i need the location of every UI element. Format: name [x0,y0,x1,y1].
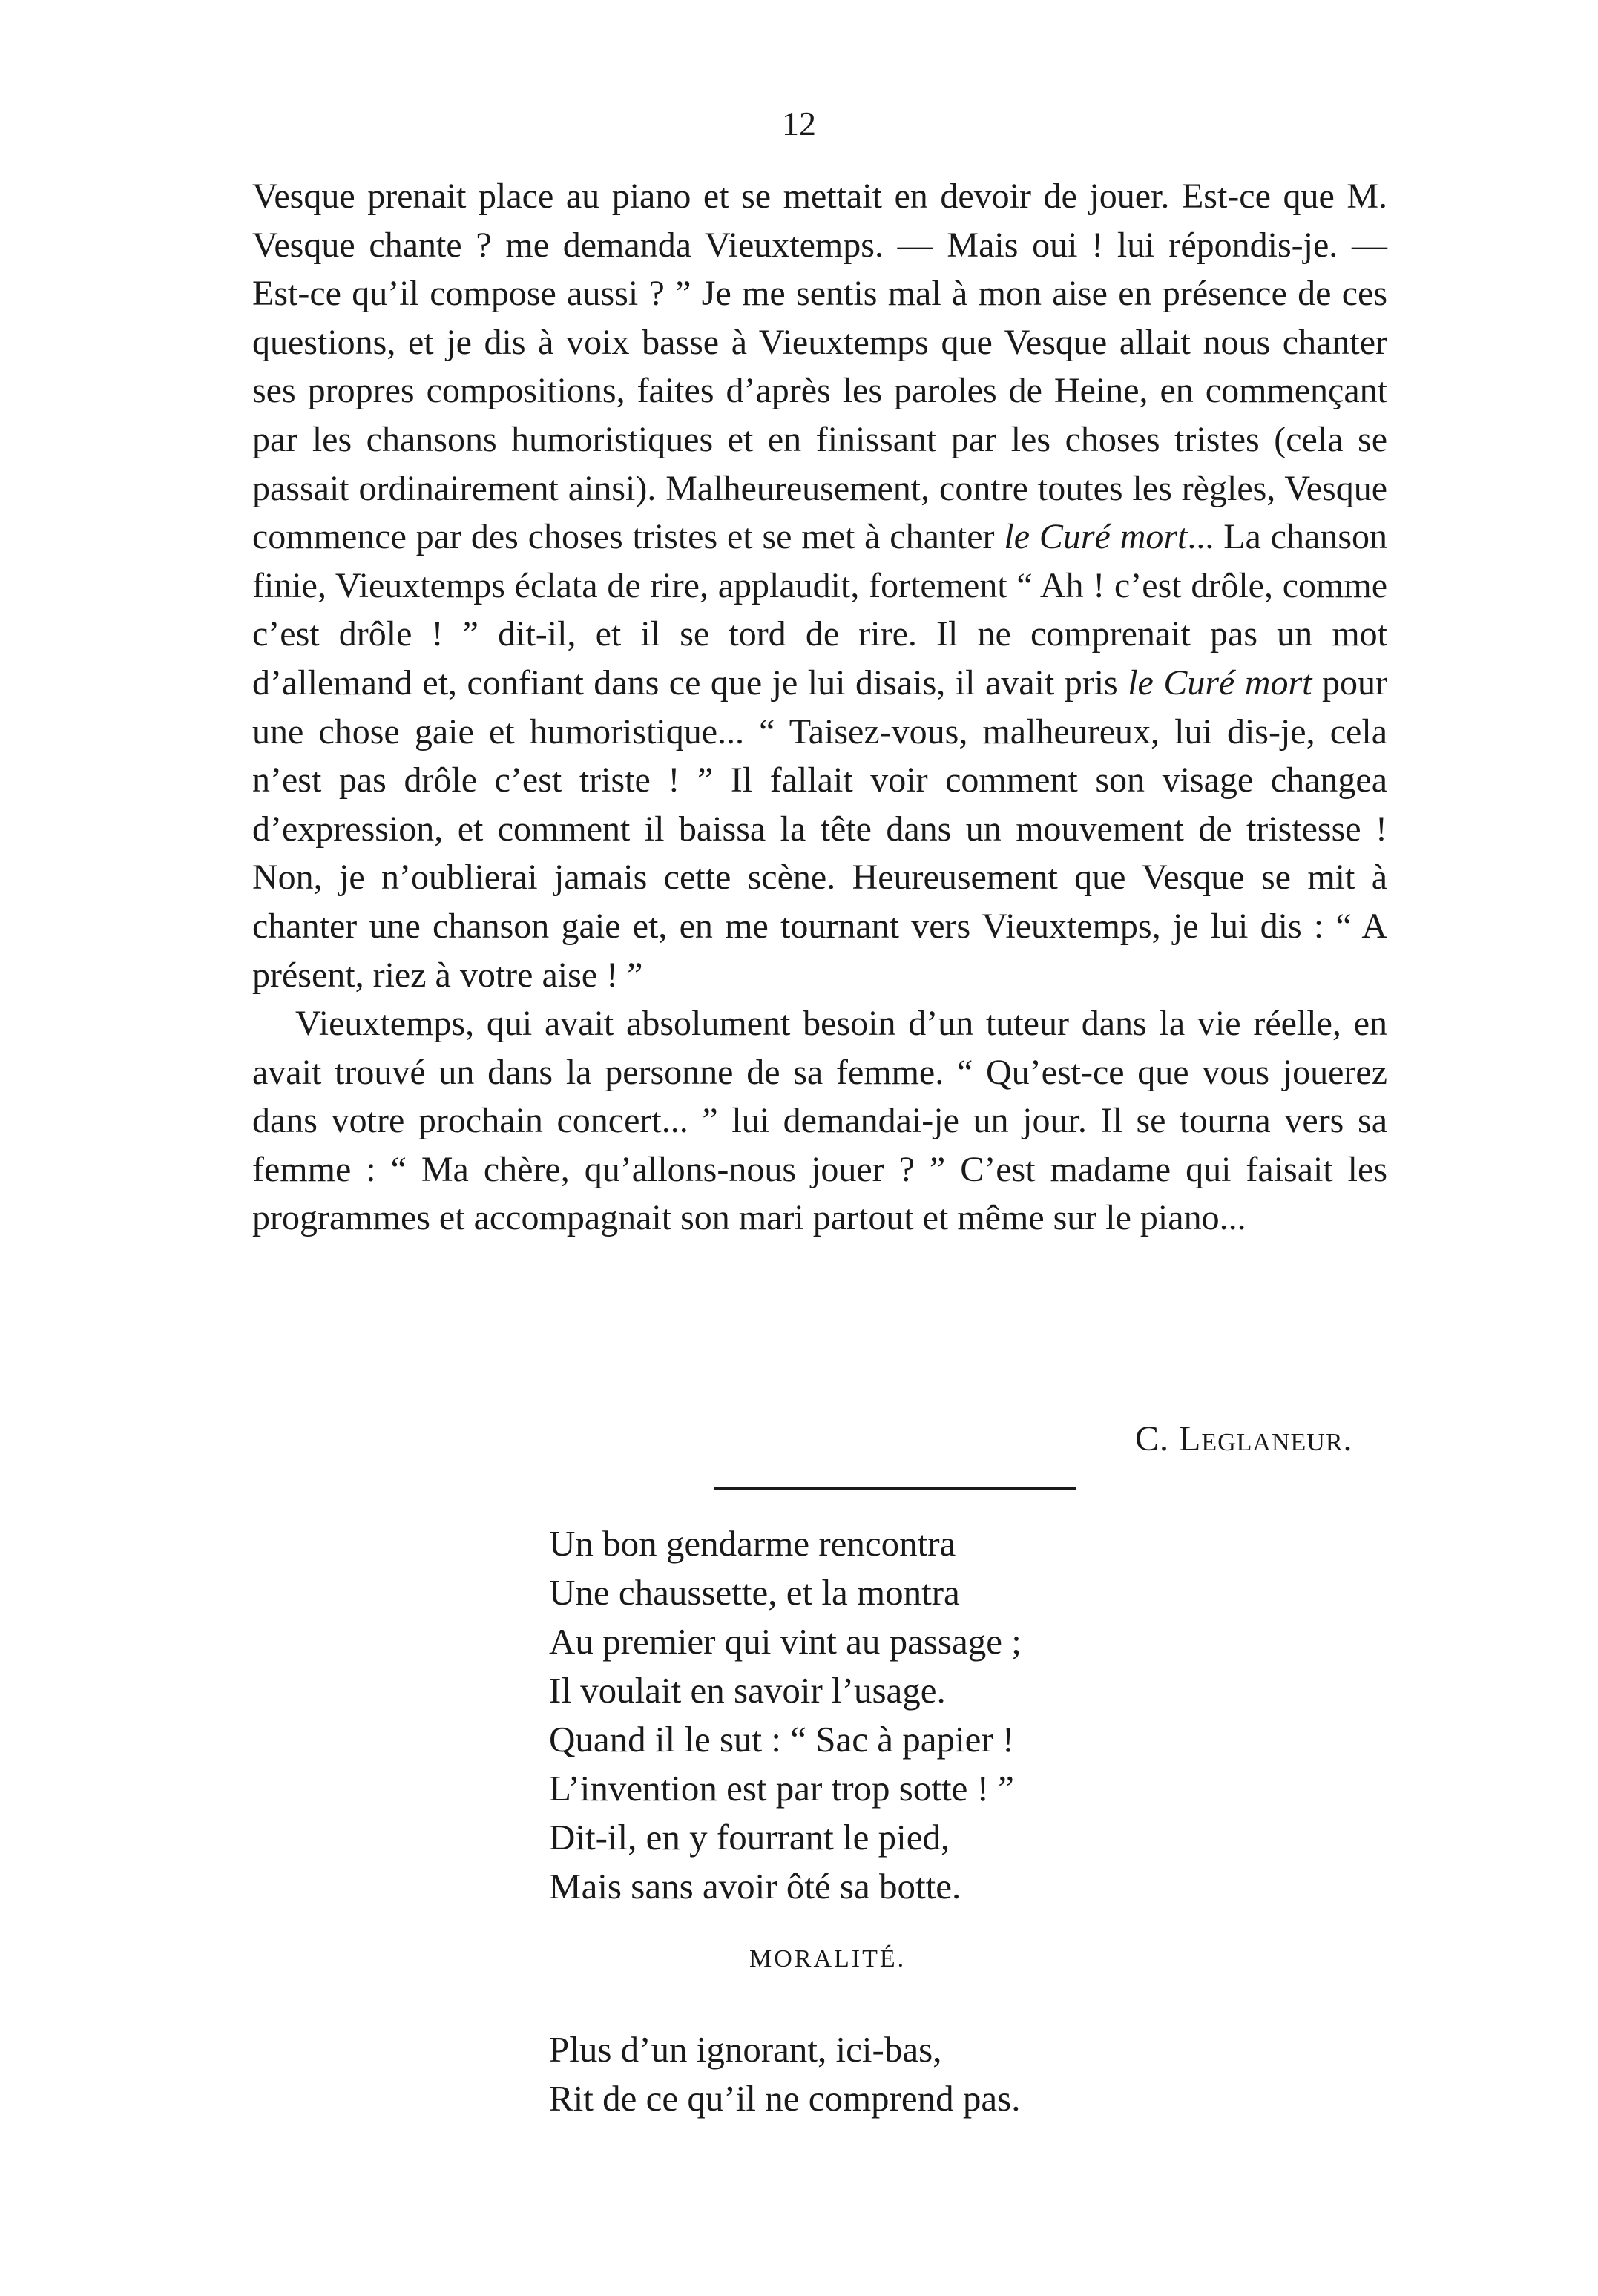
song-title-italic: le Curé mort [1004,517,1188,557]
poem-line: Dit-il, en y fourrant le pied, [549,1817,950,1858]
page-number: 12 [782,105,816,142]
paragraph [252,172,1387,999]
moral-heading: MORALITÉ. [749,1945,907,1973]
moral-line: Rit de ce qu’il ne comprend pas. [549,2078,1021,2119]
signature-surname: Leglaneur. [1179,1419,1353,1458]
poem-line: Une chaussette, et la montra [549,1572,960,1613]
song-title-italic: le Curé mort [1128,662,1312,703]
text-run: pour une chose gaie et humoristique... “ Taisez-vous, malheureux, lui dis-je, cela n’est pas drôle c’est triste ! ” Il fallait voir comment son visage changea d’expression, et comment il baissa la tête dans un mouvement de tristesse ! Non, je n’oublierai jamais cette scène. Heureusement que Vesque se mit à chanter une chanson gaie et, en me tournant vers Vieuxtemps, je lui dis : “ A présent, riez à votre aise ! ” [252,662,1388,995]
poem-line: Au premier qui vint au passage ; [549,1621,1022,1662]
paragraph [252,999,1387,1243]
moral-line: Plus d’un ignorant, ici-bas, [549,2029,942,2070]
poem-line: Un bon gendarme rencontra [549,1523,956,1564]
text-run: Vieuxtemps, qui avait absolument besoin d’un tuteur dans la vie réelle, en avait trouvé un dans la personne de sa femme. “ Qu’est-ce que vous jouerez dans votre prochain concert... ” lui demandai-je un jour. Il se tourna vers sa femme : “ Ma chère, qu’allons-nous jouer ? ” C’est madame qui faisait les programmes et accompagnait son mari partout et même sur le piano... [252,1004,1387,1238]
poem-line: Quand il le sut : “ Sac à papier ! [549,1719,1015,1760]
signature-initial: C. [1135,1419,1170,1458]
moral-verse [549,2025,1020,2123]
text-run: ... La chanson finie, Vieuxtemps éclata de rire, applaudit, fortement “ Ah ! c’est drôle, comme c’est drôle ! ” dit-il, et il se tord de rire. Il ne comprenait pas un mot d’allemand et, confiant dans ce que je lui disais, il avait pris [252,517,1387,703]
poem-line: Mais sans avoir ôté sa botte. [549,1866,961,1907]
poem-line: L’invention est par trop sotte ! ” [549,1768,1014,1809]
author-signature [1135,1418,1353,1459]
text-run: Vesque prenait place au piano et se mettait en devoir de jouer. Est-ce que M. Vesque chante ? me demanda Vieuxtemps. — Mais oui ! lui répondis-je. — Est-ce qu’il compose aussi ? ” Je me sentis mal à mon aise en présence de ces questions, et je dis à voix basse à Vieuxtemps que Vesque allait nous chanter ses propres compositions, faites d’après les paroles de Heine, en commençant par les chansons humoristiques et en finissant par les choses tristes (cela se passait ordinairement ainsi). Malheureusement, contre toutes les règles, Vesque commence par des choses tristes et se met à chanter [252,177,1387,557]
section-divider [714,1487,1076,1490]
poem-line: Il voulait en savoir l’usage. [549,1670,946,1711]
article-body [252,172,1387,1243]
poem [549,1519,1022,1911]
